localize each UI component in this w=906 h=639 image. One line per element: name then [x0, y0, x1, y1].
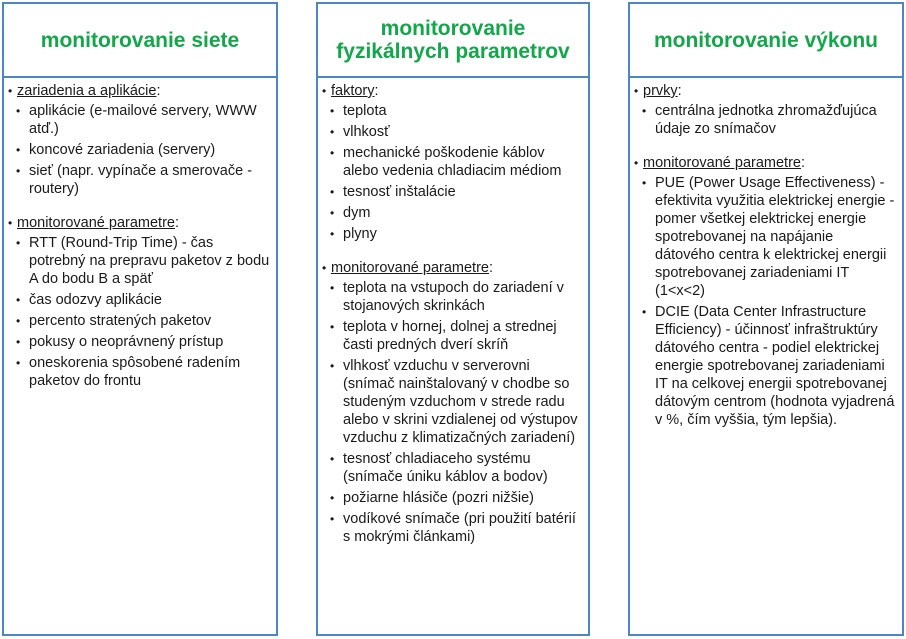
list-item: • tesnosť inštalácie	[330, 184, 456, 200]
column-title	[41, 29, 239, 52]
column-title	[336, 17, 569, 63]
bullet-icon: •	[322, 261, 327, 275]
list-item: • požiarne hlásiče (pozri nižšie)	[330, 490, 534, 506]
bullet-icon: •	[330, 185, 335, 199]
section-label: monitorované parametre	[17, 215, 175, 231]
column-title	[654, 29, 878, 52]
list-item: • sieť (napr. vypínače a smerovače - routery)	[16, 163, 253, 197]
bullet-icon: •	[642, 104, 647, 118]
bullet-icon: •	[330, 281, 335, 295]
section-monitored-parameters: • monitorované parametre: • RTT (Round-Trip Time) - čas potrebný na prepravu paketov z bodu A do bodu B a späť • čas odozvy aplikácie • percento stratených paketov • pokusy o neoprávnený prístup • oneskorenia spôsobené radením paketov do frontu	[8, 215, 270, 389]
column-header	[2, 2, 278, 78]
list-item: • centrálna jednotka zhromažďujúca údaje zo snímačov	[642, 103, 877, 137]
column-body	[2, 76, 278, 636]
list-item: • aplikácie (e-mailové servery, WWW atď.)	[16, 103, 257, 137]
bullet-icon: •	[330, 512, 335, 526]
bullet-icon: •	[634, 156, 639, 170]
list-item: • plyny	[330, 226, 377, 242]
section-label: zariadenia a aplikácie	[17, 83, 157, 99]
list-item: • RTT (Round-Trip Time) - čas potrebný na prepravu paketov z bodu A do bodu B a späť	[16, 235, 270, 287]
section-monitored-parameters: • monitorované parametre: • PUE (Power Usage Effectiveness) - efektivita využitia elektrickej energie - pomer všetkej elektrickej energie spotrebovanej na napájanie dátového centra k elektrickej energii spotrebovanej zariadeniami IT (1<x<2) • DCIE (Data Center Infrastructure Efficiency) - účinnosť infraštruktúry dátového centra - podiel elektrickej energie spotrebovanej zariadeniami IT na celkovej energii spotrebovanej dátovým centrom (hodnota vyjadrená v %, čím vyššia, tým lepšia).	[634, 155, 895, 428]
section-devices-apps: • zariadenia a aplikácie: • aplikácie (e-mailové servery, WWW atď.) • koncové zariadenia (servery) • sieť (napr. vypínače a smerovače - routery)	[8, 82, 270, 198]
section-label: monitorované parametre	[643, 155, 801, 171]
list-item: • koncové zariadenia (servery)	[16, 142, 216, 158]
section-label: faktory	[331, 83, 375, 99]
bullet-icon: •	[330, 491, 335, 505]
bullet-icon: •	[634, 84, 639, 98]
column-physical-monitoring	[316, 0, 590, 639]
bullet-icon: •	[642, 176, 647, 190]
section-label: prvky	[643, 83, 678, 99]
column-title-line: monitorovanie výkonu	[653, 28, 879, 52]
bullet-icon: •	[330, 359, 335, 373]
column-title-line: fyzikálnych parametrov	[336, 40, 570, 63]
section-factors: • faktory: • teplota • vlhkosť • mechanické poškodenie káblov alebo vedenia chladiacim médiom • tesnosť inštalácie • dym • plyny	[322, 82, 582, 243]
bullet-icon: •	[16, 143, 21, 157]
column-body	[316, 76, 590, 636]
bullet-icon: •	[8, 84, 13, 98]
bullet-icon: •	[330, 104, 335, 118]
column-title-line: monitorovanie siete	[40, 28, 240, 52]
bullet-icon: •	[8, 216, 13, 230]
column-power-monitoring	[628, 0, 904, 639]
list-item: • pokusy o neoprávnený prístup	[16, 334, 224, 350]
bullet-icon: •	[330, 146, 335, 160]
bullet-icon: •	[16, 314, 21, 328]
list-item: • čas odozvy aplikácie	[16, 292, 162, 308]
bullet-icon: •	[330, 452, 335, 466]
section-monitored-parameters: • monitorované parametre: • teplota na vstupoch do zariadení v stojanových skrinkách • teplota v hornej, dolnej a strednej časti predných dverí skríň • vlhkosť vzduchu v serverovni (snímač nainštalovaný v chodbe so studeným vzduchom v strede radu alebo v skrini vzdialenej od výstupov vzduchu z klimatizačných zariadení) • tesnosť chladiaceho systému (snímače úniku káblov a bodov) • požiarne hlásiče (pozri nižšie) • vodíkové snímače (pri použití batérií s mokrými článkami)	[322, 259, 582, 546]
list-item: • dym	[330, 205, 371, 221]
column-title-line: monitorovanie	[380, 17, 526, 40]
list-item: • oneskorenia spôsobené radením paketov do frontu	[16, 355, 241, 389]
bullet-icon: •	[16, 335, 21, 349]
column-network-monitoring	[2, 0, 278, 639]
list-item: • vlhkosť vzduchu v serverovni (snímač nainštalovaný v chodbe so studeným vzduchom v strede radu alebo v skrini vzdialenej od výstupov vzduchu z klimatizačných zariadení)	[330, 358, 578, 446]
bullet-icon: •	[16, 104, 21, 118]
bullet-icon: •	[322, 84, 327, 98]
list-item: • vlhkosť	[330, 124, 390, 140]
list-item: • mechanické poškodenie káblov alebo vedenia chladiacim médiom	[330, 145, 562, 179]
section-elements: • prvky: • centrálna jednotka zhromažďujúca údaje zo snímačov	[634, 82, 896, 138]
bullet-icon: •	[16, 164, 21, 178]
list-item: • tesnosť chladiaceho systému (snímače úniku káblov a bodov)	[330, 451, 548, 485]
list-item: • vodíkové snímače (pri použití batérií s mokrými článkami)	[330, 511, 576, 545]
bullet-icon: •	[330, 125, 335, 139]
bullet-icon: •	[330, 227, 335, 241]
list-item: • teplota na vstupoch do zariadení v stojanových skrinkách	[330, 280, 564, 314]
column-header	[628, 2, 904, 78]
bullet-icon: •	[16, 236, 21, 250]
bullet-icon: •	[330, 320, 335, 334]
column-body	[628, 76, 904, 636]
column-header	[316, 2, 590, 78]
bullet-icon: •	[16, 293, 21, 307]
section-label: monitorované parametre	[331, 260, 489, 276]
bullet-icon: •	[642, 305, 647, 319]
list-item: • teplota	[330, 103, 387, 119]
bullet-icon: •	[16, 356, 21, 370]
list-item: • PUE (Power Usage Effectiveness) - efektivita využitia elektrickej energie - pomer všetkej elektrickej energie spotrebovanej na napájanie dátového centra k elektrickej energii spotrebovanej zariadeniami IT (1<x<2)	[642, 175, 895, 299]
list-item: • percento stratených paketov	[16, 313, 212, 329]
bullet-icon: •	[330, 206, 335, 220]
list-item: • teplota v hornej, dolnej a strednej časti predných dverí skríň	[330, 319, 557, 353]
list-item: • DCIE (Data Center Infrastructure Efficiency) - účinnosť infraštruktúry dátového centra - podiel elektrickej energie spotrebovanej zariadeniami IT na celkovej energii spotrebovanej dátovým centrom (hodnota vyjadrená v %, čím vyššia, tým lepšia).	[642, 304, 895, 428]
